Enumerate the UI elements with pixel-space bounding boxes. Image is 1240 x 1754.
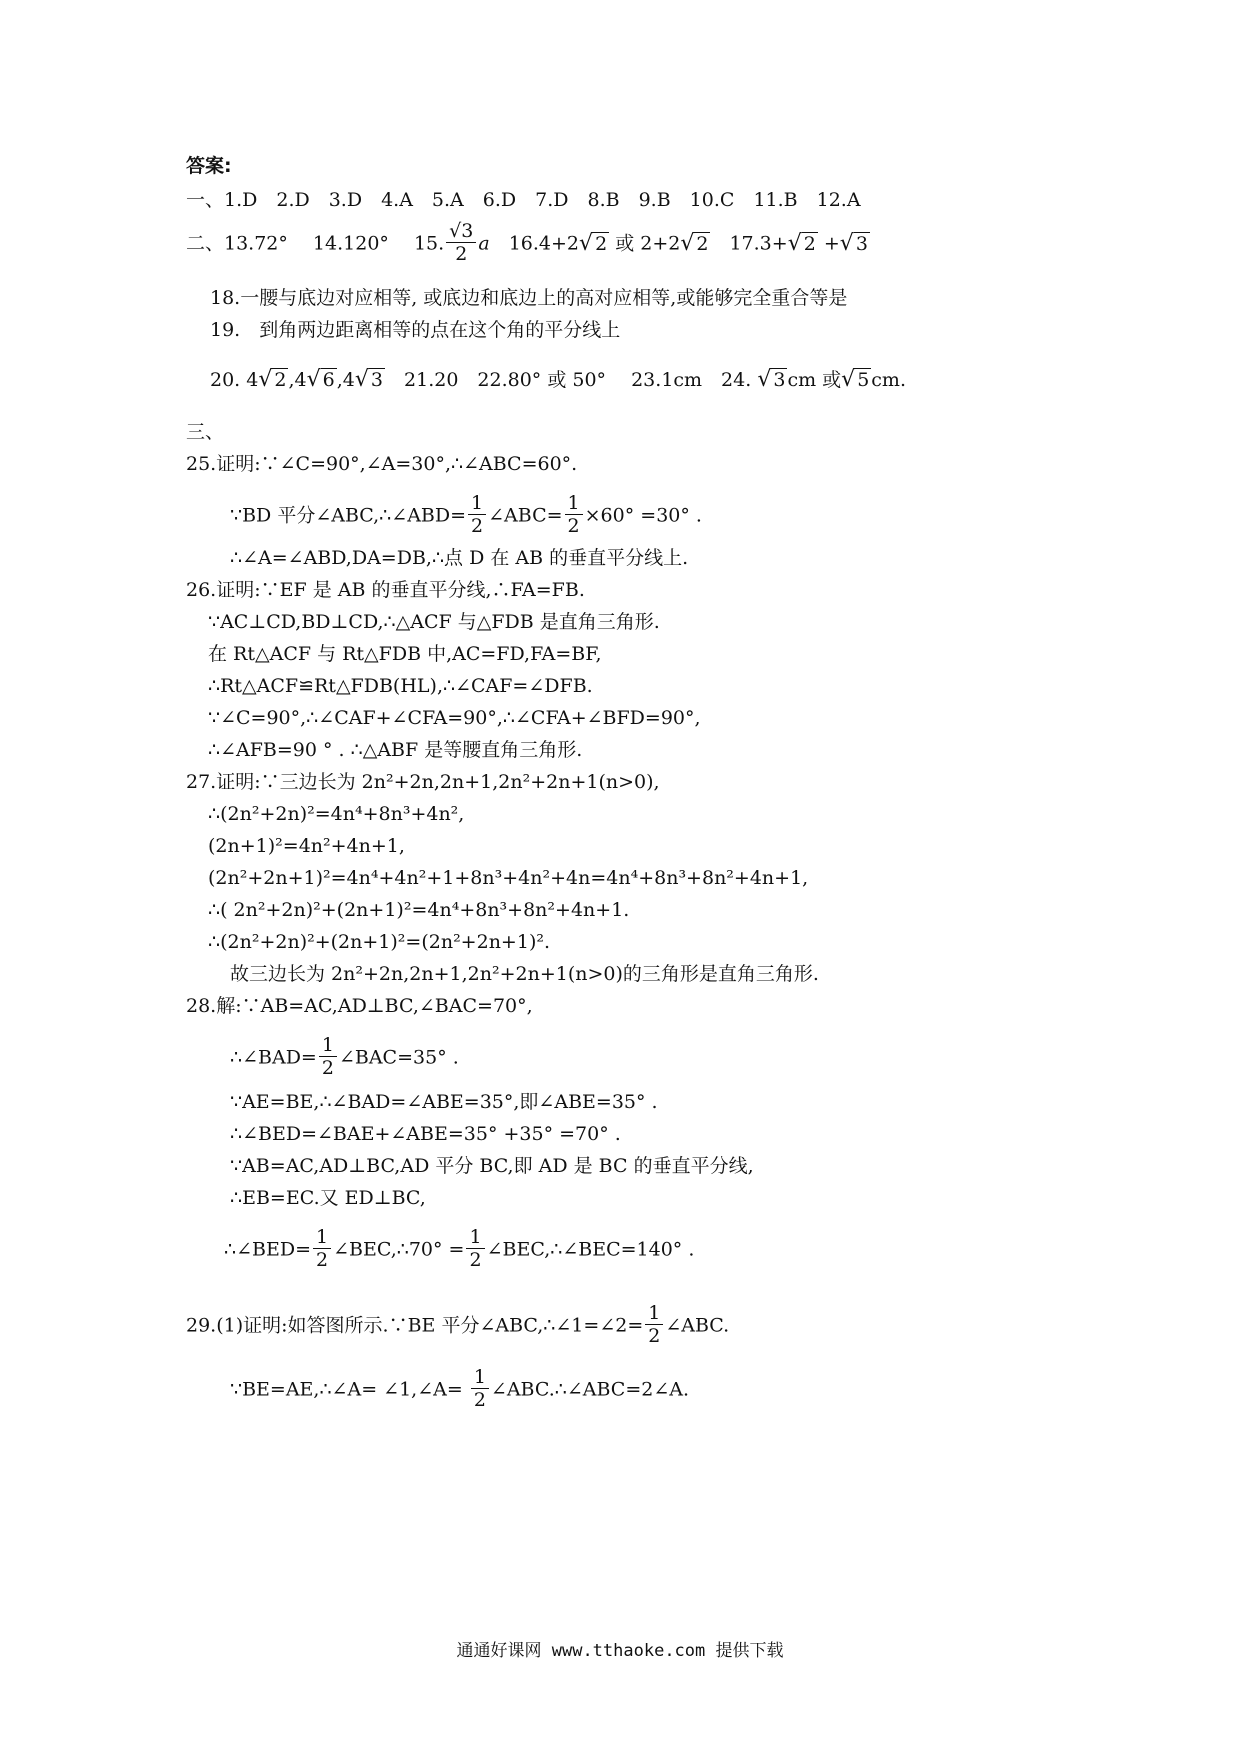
sqrt-2: √ 2 <box>680 230 709 256</box>
proof-27-line-3: (2n+1)²=4n²+4n+1, <box>208 835 405 857</box>
proof-26-line-5: ∵∠C=90°,∴∠CAF+∠CFA=90°,∴∠CFA+∠BFD=90°, <box>208 707 701 729</box>
section-3-heading: 三、 <box>186 421 225 443</box>
proof-26-line-1: 26.证明:∵EF 是 AB 的垂直平分线,∴FA=FB. <box>186 579 585 601</box>
fraction-half: $\frac{1}{2}$ <box>645 1302 663 1347</box>
section-2-text: 二、13.72° 14.120° 15. <box>186 232 445 255</box>
fraction-half: $\frac{1}{2}$ <box>471 1366 489 1411</box>
proof-26-line-3: 在 Rt△ACF 与 Rt△FDB 中,AC=FD,FA=BF, <box>208 643 602 665</box>
proof-27-line-5: ∴( 2n²+2n)²+(2n+1)²=4n⁴+8n³+8n²+4n+1. <box>208 899 630 921</box>
fraction-half: $\frac{1}{2}$ <box>468 492 486 537</box>
page-footer: 通通好课网 www.tthaoke.com 提供下载 <box>456 1641 784 1661</box>
proof-29-line-2: ∵BE=AE,∴∠A= ∠1,∠A= $\frac{1}{2}$ ∠ABC.∴∠ABC=2∠A. <box>230 1366 690 1411</box>
variable-a: a <box>478 232 490 255</box>
section-1-answers: 一、1.D 2.D 3.D 4.A 5.A 6.D 7.D 8.B 9.B 10.C 11.B 12.A <box>186 189 861 211</box>
proof-26-line-6: ∴∠AFB=90 ° . ∴△ABF 是等腰直角三角形. <box>208 739 583 761</box>
answer-title: 答案: <box>186 155 232 177</box>
proof-26-line-4: ∴Rt△ACF≌Rt△FDB(HL),∴∠CAF=∠DFB. <box>208 675 593 697</box>
proof-27-line-7: 故三边长为 2n²+2n,2n+1,2n²+2n+1(n>0)的三角形是直角三角形. <box>230 963 819 985</box>
sqrt-3: √ 3 <box>354 367 384 392</box>
proof-27-line-2: ∴(2n²+2n)²=4n⁴+8n³+4n², <box>208 803 465 825</box>
section-2-line: 二、13.72° 14.120° 15. $\frac{√3}{2}$ a 16.4+2√ 2 或 2+2√ 2 17.3+√ 2 +√ 3 <box>186 220 868 265</box>
solution-28-line-7: ∴∠BED= $\frac{1}{2}$ ∠BEC,∴70° = $\frac{1}{2}$ ∠BEC,∴∠BEC=140° . <box>224 1226 695 1271</box>
fraction-half: $\frac{1}{2}$ <box>565 492 583 537</box>
proof-29-line-1: 29.(1)证明:如答图所示.∵BE 平分∠ABC,∴∠1=∠2= $\frac{1}{2}$ ∠ABC. <box>186 1302 730 1347</box>
answer-19: 19. 到角两边距离相等的点在这个角的平分线上 <box>210 319 621 341</box>
solution-28-line-1: 28.解:∵AB=AC,AD⊥BC,∠BAC=70°, <box>186 995 533 1017</box>
fraction-half: $\frac{1}{2}$ <box>313 1226 331 1271</box>
solution-28-line-5: ∵AB=AC,AD⊥BC,AD 平分 BC,即 AD 是 BC 的垂直平分线, <box>230 1155 754 1177</box>
solution-28-line-2: ∴∠BAD= $\frac{1}{2}$ ∠BAC=35° . <box>230 1034 459 1079</box>
proof-26-line-2: ∵AC⊥CD,BD⊥CD,∴△ACF 与△FDB 是直角三角形. <box>208 611 660 633</box>
sqrt-6: √ 6 <box>306 367 335 392</box>
solution-28-line-4: ∴∠BED=∠BAE+∠ABE=35° +35° =70° . <box>230 1123 621 1145</box>
solution-28-line-6: ∴EB=EC.又 ED⊥BC, <box>230 1187 426 1209</box>
sqrt-2: √ 2 <box>579 230 608 256</box>
answer-18: 18.一腰与底边对应相等, 或底边和底边上的高对应相等,或能够完全重合等是 <box>210 287 848 309</box>
fraction-sqrt3-over-2: $\frac{√3}{2}$ <box>446 220 476 265</box>
sqrt-5: √ 5 <box>841 367 870 392</box>
answer-20-24: 20. 4√ 2 ,4√ 6 ,4√ 3 21.20 22.80° 或 50° 23.1cm 24. √ 3 cm 或√ 5 cm. <box>210 367 906 392</box>
sqrt-2: √ 2 <box>787 230 816 256</box>
fraction-half: $\frac{1}{2}$ <box>466 1226 484 1271</box>
proof-27-line-6: ∴(2n²+2n)²+(2n+1)²=(2n²+2n+1)². <box>208 931 551 953</box>
solution-28-line-3: ∵AE=BE,∴∠BAD=∠ABE=35°,即∠ABE=35° . <box>230 1091 658 1113</box>
proof-27-line-4: (2n²+2n+1)²=4n⁴+4n²+1+8n³+4n²+4n=4n⁴+8n³+8n²+4n+1, <box>208 867 809 889</box>
proof-27-line-1: 27.证明:∵三边长为 2n²+2n,2n+1,2n²+2n+1(n>0), <box>186 771 660 793</box>
proof-25-line-3: ∴∠A=∠ABD,DA=DB,∴点 D 在 AB 的垂直平分线上. <box>230 547 689 569</box>
proof-25-line-2: ∵BD 平分∠ABC,∴∠ABD= $\frac{1}{2}$ ∠ABC= $\frac{1}{2}$ ×60° =30° . <box>230 492 702 537</box>
sqrt-3: √ 3 <box>757 367 786 392</box>
fraction-half: $\frac{1}{2}$ <box>319 1034 337 1079</box>
sqrt-2: √ 2 <box>258 367 287 392</box>
sqrt-3: √ 3 <box>839 230 868 256</box>
proof-25-line-1: 25.证明:∵∠C=90°,∠A=30°,∴∠ABC=60°. <box>186 453 578 475</box>
